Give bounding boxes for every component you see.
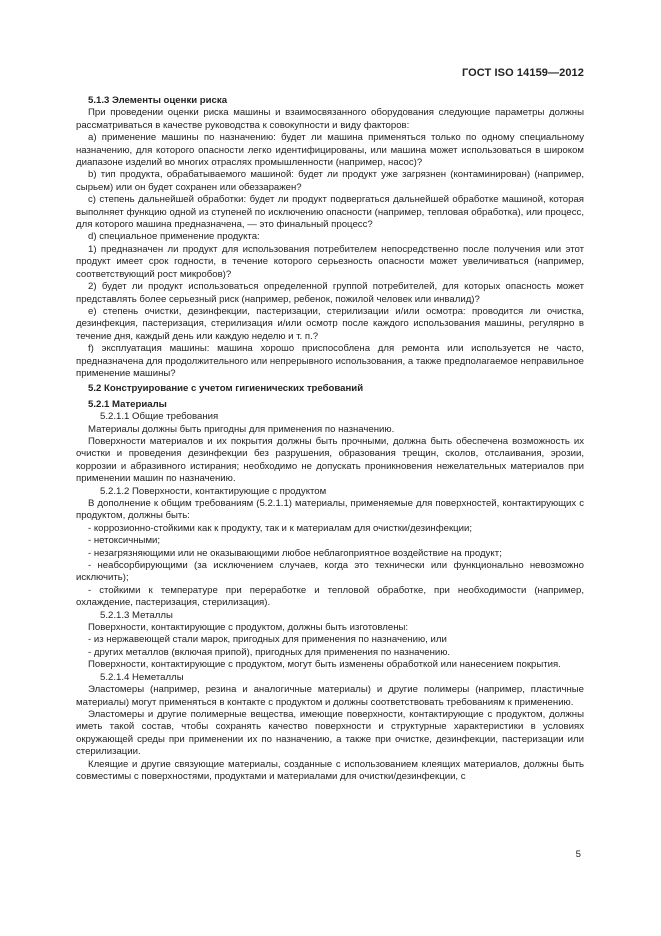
- page-number: 5: [575, 849, 581, 860]
- paragraph: Поверхности материалов и их покрытия должны быть прочными, должна быть обеспечена возможность их очистки и проведения дезинфекции без разрушения, образования трещин, сколов, отслаивания, эрозии, коррозии и абразивного истирания; необходимо не допускать проникновения нежелательных материалов при применении машин по назначению.: [76, 435, 584, 485]
- list-item: - из нержавеющей стали марок, пригодных для применения по назначению, или: [88, 634, 447, 646]
- list-item: - коррозионно-стойкими как к продукту, так и к материалам для очистки/дезинфекции;: [88, 522, 473, 534]
- list-item: - неабсорбирующими (за исключением случаев, когда это технически или функционально невозможно исключить);: [76, 560, 584, 584]
- paragraph: Клеящие и другие связующие материалы, созданные с использованием клеящих материалов, должны быть совместимы с поверхностями, продуктами и материалами для очистки/дезинфекции, с: [76, 758, 584, 782]
- paragraph: При проведении оценки риска машины и взаимосвязанного оборудования следующие параметры должны рассматриваться в качестве руководства к совокупности и виду факторов:: [76, 107, 584, 131]
- document-body: [76, 95, 584, 783]
- paragraph: Материалы должны быть пригодны для применения по назначению.: [88, 423, 395, 435]
- subsection-heading-5-2-1-3: 5.2.1.3 Металлы: [100, 609, 173, 621]
- list-item-c: c) степень дальнейшей обработки: будет ли продукт подвергаться дальнейшей обработке машиной, которая выполняет функцию одной из ступеней по исключению опасности (например, тепловая обработка), или процесс, для которого машина предназначена, — это финальный процесс?: [76, 194, 584, 231]
- subsection-heading-5-2-1-2: 5.2.1.2 Поверхности, контактирующие с продуктом: [100, 485, 327, 497]
- section-heading-5-2-1: 5.2.1 Материалы: [88, 398, 167, 410]
- paragraph: Эластомеры и другие полимерные вещества, имеющие поверхности, контактирующие с продуктом, должны иметь такой состав, чтобы сохранять качество поверхности и структурные характеристики в условиях окружающей среды при применении их по назначению, а также при очистке, дезинфекции, пастеризации или стерилизации.: [76, 708, 584, 758]
- paragraph: Эластомеры (например, резина и аналогичные материалы) и другие полимеры (например, пластичные материалы) могут применяться в контакте с продуктом и должны соответствовать требованиям к применению.: [76, 684, 584, 708]
- list-item-f: f) эксплуатация машины: машина хорошо приспособлена для ремонта или используется не часто, предназначена для продолжительного или непрерывного использования, а также предполагаемое неправильное применение машины?: [76, 343, 584, 379]
- list-item: - нетоксичными;: [88, 535, 161, 547]
- list-item-d-1: 1) предназначен ли продукт для использования потребителем непосредственно после получения или этот продукт имеет срок годности, в течение которого серьезность опасности может увеличиваться (например, соответствующий рост микробов)?: [76, 243, 584, 280]
- list-item: - стойкими к температуре при переработке и тепловой обработке, при необходимости (например, охлаждение, пастеризация, стерилизация).: [76, 584, 584, 609]
- list-item-d: d) специальное применение продукта:: [88, 231, 260, 243]
- standard-header: ГОСТ ISO 14159—2012: [461, 67, 584, 79]
- list-item: - других металлов (включая припой), пригодных для применения по назначению.: [88, 646, 451, 658]
- list-item-b: b) тип продукта, обрабатываемого машиной: будет ли продукт уже загрязнен (контаминирован) (например, сырьем) или он будет сохранен или обеззаражен?: [76, 169, 584, 193]
- list-item: - незагрязняющими или не оказывающими любое неблагоприятное воздействие на продукт;: [88, 547, 502, 559]
- paragraph: Поверхности, контактирующие с продуктом, должны быть изготовлены:: [88, 622, 409, 634]
- list-item-e: e) степень очистки, дезинфекции, пастеризации, стерилизации и/или осмотра: проводится ли очистка, дезинфекция, пастеризация, стерилизация и/или осмотр после каждого использования машины, регулярно в течение дня, каждый день или каждую неделю и т. п.?: [76, 305, 584, 342]
- subsection-heading-5-2-1-1: 5.2.1.1 Общие требования: [100, 411, 219, 423]
- paragraph: Поверхности, контактирующие с продуктом, могут быть изменены обработкой или нанесением покрытия.: [88, 659, 561, 671]
- list-item-d-2: 2) будет ли продукт использоваться определенной группой потребителей, для которых опасность может представлять более серьезный риск (например, ребенок, пожилой человек или инвалид)?: [76, 281, 584, 305]
- subsection-heading-5-2-1-4: 5.2.1.4 Неметаллы: [100, 671, 184, 683]
- paragraph: В дополнение к общим требованиям (5.2.1.1) материалы, применяемые для поверхностей, контактирующих с продуктом, должны быть:: [76, 498, 584, 522]
- list-item-a: а) применение машины по назначению: будет ли машина применяться только по одному специальному назначению, для которого опасности легко идентифицированы, или машина может использоваться в широком диапазоне изделий во многих отраслях промышленности (например, насос)?: [76, 132, 584, 169]
- section-heading-5-2: 5.2 Конструирование с учетом гигиенических требований: [88, 383, 364, 395]
- section-heading-5-1-3: 5.1.3 Элементы оценки риска: [88, 95, 228, 106]
